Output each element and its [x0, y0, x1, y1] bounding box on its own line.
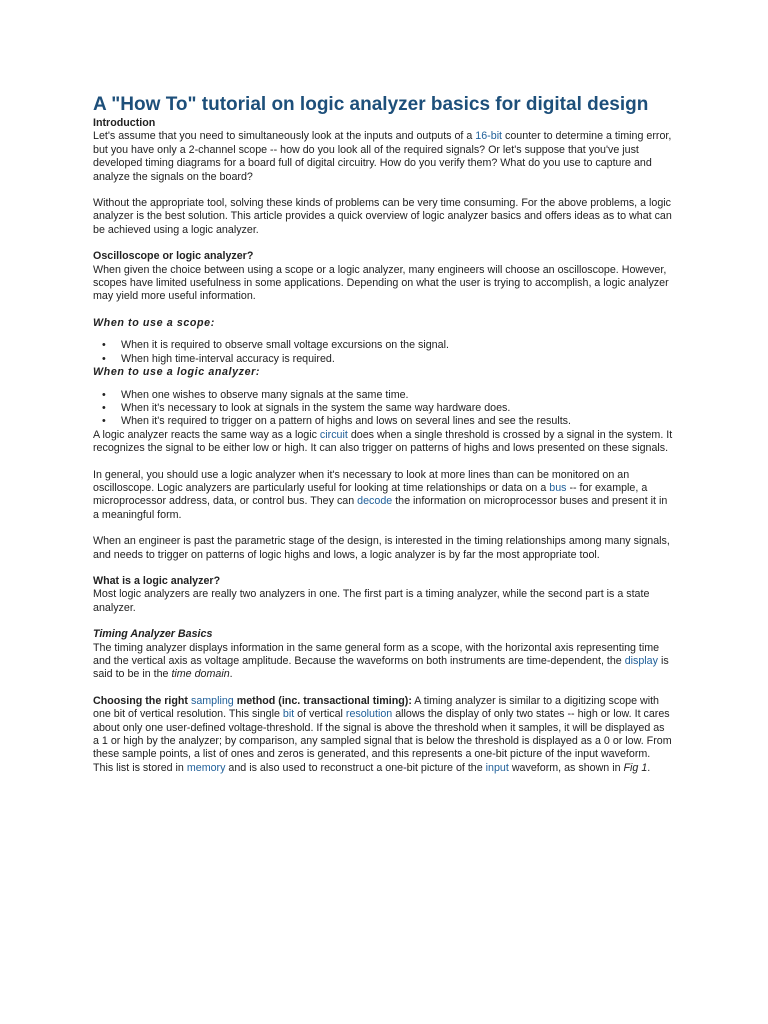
text-run: The timing analyzer displays information in the same general form as a scope, with the horizontal axis representing time and the vertical axis as voltage amplitude. Because the waveforms on both instruments are time-dependent, the: [93, 641, 660, 667]
text-run: method (inc. transactional timing):: [233, 694, 412, 707]
timing-paragraph: [93, 642, 673, 682]
what-is-heading: What is a logic analyzer?: [93, 574, 221, 587]
osc-paragraph-3: [93, 469, 673, 523]
link-resolution[interactable]: resolution: [345, 708, 393, 721]
text-run: waveform, as shown in: [508, 761, 624, 774]
page-title: A "How To" tutorial on logic analyzer basics for digital design: [93, 94, 649, 115]
link-decode[interactable]: decode: [357, 495, 393, 508]
sampling-paragraph: [93, 695, 673, 775]
osc-paragraph-1: When given the choice between using a scope or a logic analyzer, many engineers will choose an oscilloscope. However, scopes have limited usefulness in some applications. Depending on what the user is trying to accomplish, a logic analyzer may yield more useful information.: [93, 263, 669, 303]
text-run: is said to be in the: [93, 655, 669, 681]
link-input[interactable]: input: [485, 761, 509, 774]
sampling-bold-lead: [93, 695, 412, 707]
text-run: counter to determine a timing error, but you have only a 2-channel scope -- how do you look all of the required signals? Or let's suppose that you've just developed timing diagrams for a board full of digital circuitry. How do you verify them? What do you use to capture and analyze the signals on the board?: [93, 130, 672, 183]
list-item: • When high time-interval accuracy is required.: [93, 353, 673, 366]
list-item: • When it's necessary to look at signals in the system the same way hardware does.: [93, 402, 673, 415]
list-item: • When it is required to observe small voltage excursions on the signal.: [93, 339, 673, 352]
time-domain-emphasis: time domain: [171, 668, 230, 681]
link-display[interactable]: display: [624, 655, 658, 667]
list-item: • When it's required to trigger on a pattern of highs and lows on several lines and see the results.: [93, 415, 673, 428]
text-run: A timing analyzer is similar to a digitizing scope with one bit of vertical resolution. This single: [93, 694, 659, 721]
text-run: allows the display of only two states -- high or low. It cares about only one user-defined voltage-threshold. If the signal is above the threshold when it samples, it will be displayed as a 1 or high by the analyzer; by comparison, any sampled signal that is below the threshold is displayed as a 0 or low. From these sample points, a list of ones and zeros is generated, and this represents a one-bit picture of the input waveform. This list is stored in: [93, 708, 672, 774]
text-run: of vertical: [294, 708, 346, 721]
intro-paragraph-2: Without the appropriate tool, solving these kinds of problems can be very time consuming. For the above problems, a logic analyzer is the best solution. This article provides a quick overview of logic analyzer basics and offers ideas as to what can be achieved using a logic analyzer.: [93, 197, 672, 236]
osc-paragraph-4: When an engineer is past the parametric stage of the design, is interested in the timing relationships among many signals, and needs to trigger on patterns of logic highs and lows, a logic analyzer is by far the most appropriate tool.: [93, 535, 670, 561]
text-run: does when a single threshold is crossed by a signal in the system. It recognizes the signal to be either low or high. It can also trigger on patterns of highs and lows presented on these signals.: [93, 428, 673, 455]
link-circuit[interactable]: circuit: [319, 428, 348, 441]
link-16-bit[interactable]: 16-bit: [475, 130, 503, 143]
list-item: • When one wishes to observe many signals at the same time.: [93, 389, 673, 402]
timing-analyzer-heading: Timing Analyzer Basics: [93, 628, 213, 641]
introduction-heading: Introduction: [93, 117, 156, 129]
what-paragraph-1: Most logic analyzers are really two analyzers in one. The first part is a timing analyzer, while the second part is a state analyzer.: [93, 588, 650, 614]
link-bus[interactable]: bus: [549, 481, 567, 494]
when-logic-analyzer-heading: When to use a logic analyzer:: [93, 366, 261, 379]
fig-reference: Fig 1: [623, 761, 648, 774]
text-run: A logic analyzer reacts the same way as a logic: [93, 428, 320, 441]
text-run: Choosing the right: [93, 694, 191, 707]
text-run: In general, you should use a logic analyzer when it's necessary to look at more lines than can be monitored on an oscilloscope. Logic analyzers are particularly useful for looking at time relationships or data on a: [93, 468, 630, 494]
when-scope-heading: When to use a scope:: [93, 316, 215, 329]
text-run: Let's assume that you need to simultaneously look at the inputs and outputs of a: [93, 130, 476, 143]
document-page: [93, 93, 673, 775]
scope-list: [93, 339, 673, 366]
link-bit[interactable]: bit: [282, 708, 295, 721]
link-memory[interactable]: memory: [186, 761, 226, 774]
text-run: and is also used to reconstruct a one-bit picture of the: [225, 761, 486, 774]
osc-paragraph-2: [93, 429, 673, 456]
link-sampling[interactable]: sampling: [190, 694, 234, 707]
text-run: .: [647, 761, 651, 774]
text-run: -- for example, a microprocessor address, data, or control bus. They can: [93, 481, 648, 508]
intro-paragraph-1: [93, 130, 673, 184]
text-run: the information on microprocessor buses and present it in a meaningful form.: [93, 495, 668, 521]
logic-analyzer-list: [93, 389, 673, 429]
oscilloscope-heading: Oscilloscope or logic analyzer?: [93, 250, 254, 263]
text-run: .: [229, 668, 233, 681]
